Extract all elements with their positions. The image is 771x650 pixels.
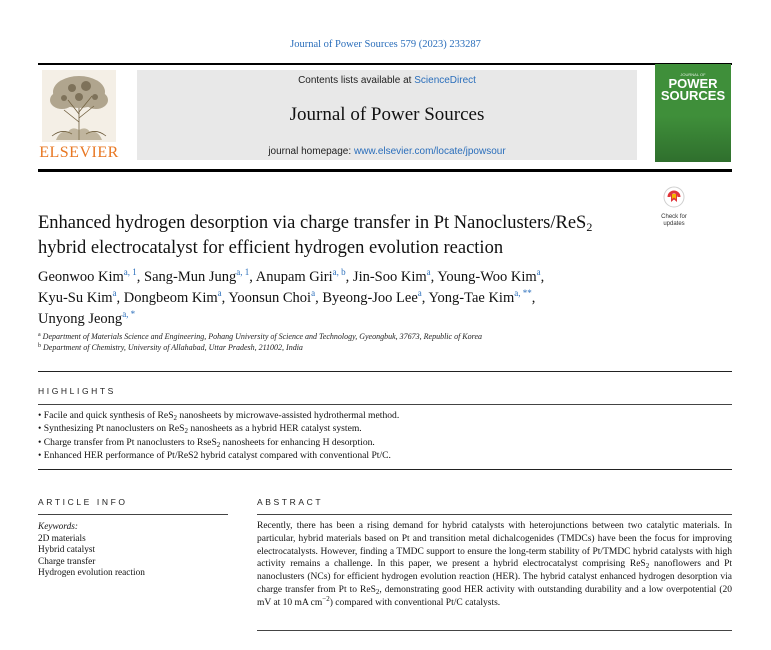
check-updates-label: [654, 214, 694, 228]
journal-cover-thumbnail[interactable]: [655, 64, 731, 162]
affiliation-a: $^a$ Department of Materials Science and Engineering, Pohang University of Science and Technology, Gyeongbuk, 37673, Republic of Korea: [38, 332, 482, 341]
check-updates-icon: [663, 186, 685, 208]
contents-prefix: Contents lists available at: [298, 75, 415, 86]
title-subscript: 2: [586, 220, 593, 234]
check-for-updates-badge[interactable]: [654, 186, 694, 228]
abstract-rule: [257, 514, 732, 515]
highlight-item: • Charge transfer from Pt nanoclusters to RseS$_2$ nanosheets for enhancing H desorption.: [38, 436, 732, 449]
highlight-item: • Facile and quick synthesis of ReS$_2$ nanosheets by microwave-assisted hydrothermal method.: [38, 409, 732, 422]
check-updates-line2: updates: [663, 221, 685, 227]
title-part1: Enhanced hydrogen desorption via charge transfer in Pt Nanoclusters/ReS: [38, 213, 587, 233]
cover-small-text: JOURNAL OF: [680, 72, 706, 77]
keyword-item: 2D materials: [38, 533, 86, 544]
journal-homepage-line: [137, 146, 637, 157]
keyword-item: Hybrid catalyst: [38, 545, 96, 556]
article-title: [38, 211, 648, 261]
cover-title: [655, 78, 731, 102]
author[interactable]: Sang-Mun Jung$^{a, 1}$: [144, 267, 250, 285]
author[interactable]: Dongbeom Kim$^a$: [123, 288, 222, 306]
keyword-item: Hydrogen evolution reaction: [38, 568, 145, 579]
author[interactable]: Jin-Soo Kim$^a$: [352, 267, 431, 285]
elsevier-wordmark: ELSEVIER: [39, 144, 119, 161]
article-info-rule: [38, 514, 228, 515]
elsevier-tree-icon: [42, 70, 116, 142]
author[interactable]: Young-Woo Kim$^a$: [437, 267, 541, 285]
author[interactable]: Kyu-Su Kim$^a$: [38, 288, 117, 306]
keyword-item: Charge transfer: [38, 556, 96, 567]
check-updates-line1: Check for: [661, 214, 687, 220]
elsevier-logo[interactable]: [38, 70, 120, 162]
author[interactable]: Anupam Giri$^{a, b}$: [255, 267, 346, 285]
highlight-item: • Synthesizing Pt nanoclusters on ReS$_2$ nanosheets as a hybrid HER catalyst system.: [38, 422, 732, 435]
author[interactable]: Byeong-Joo Lee$^a$: [322, 288, 422, 306]
cover-title-line1: POWER: [668, 76, 718, 91]
journal-title[interactable]: Journal of Power Sources: [289, 104, 485, 125]
header-bottom-rule: [38, 169, 732, 172]
highlight-item: • Enhanced HER performance of Pt/ReS2 hybrid catalyst compared with conventional Pt/C.: [38, 449, 732, 462]
journal-citation[interactable]: Journal of Power Sources 579 (2023) 233287: [290, 39, 481, 50]
highlights-heading-rule: [38, 404, 732, 405]
highlights-top-rule: [38, 371, 732, 372]
affiliation-b: $^b$ Department of Chemistry, University of Allahabad, Uttar Pradesh, 211002, India: [38, 343, 303, 352]
abstract-heading: ABSTRACT: [257, 497, 324, 507]
header-top-rule: [38, 63, 732, 65]
author[interactable]: Yong-Tae Kim$^{a, **}$: [428, 288, 532, 306]
affiliations: [38, 331, 728, 353]
homepage-link[interactable]: www.elsevier.com/locate/jpowsour: [353, 146, 506, 157]
author[interactable]: Geonwoo Kim$^{a, 1}$: [38, 267, 137, 285]
article-info-heading: ARTICLE INFO: [38, 497, 128, 507]
highlights-bottom-rule: [38, 469, 732, 470]
contents-available-line: [137, 75, 637, 86]
title-part2: hybrid electrocatalyst for efficient hydrogen evolution reaction: [38, 238, 504, 258]
keywords-label: Keywords:: [38, 522, 78, 532]
highlights-heading: HIGHLIGHTS: [38, 386, 116, 396]
highlights-list: [38, 409, 732, 462]
author[interactable]: Yoonsun Choi$^a$: [228, 288, 316, 306]
abstract-text: Recently, there has been a rising demand for hybrid catalysts with heterojunctions between two catalytic materials. In particular, hybrid materials based on Pt and transition metal dichalcogenides (TMDCs) have been the focus for improving electrocatalysts. However, finding a TMDC support to ensure the long-term stability of Pt/TMDC hybrid catalysts with high activity remains a challenge. In this paper, we present a hybrid electrocatalyst comprising ReS$_2$ nanoflowers and Pt nanoclusters (NCs) for efficient hydrogen evolution reaction (HER). The hybrid catalyst enhanced hydrogen desorption via charge transfer from Pt to ReS$_2$, demonstrating good HER activity with outstanding durability and a low overpotential (20 mV at 10 mA $cm^{-2}$) compared with conventional Pt/C catalysts.: [257, 521, 732, 608]
cover-title-line2: SOURCES: [660, 88, 726, 103]
keywords-block: [38, 522, 228, 580]
journal-masthead-banner: [137, 70, 637, 160]
cover-graphic: [655, 116, 731, 162]
author-list: Geonwoo Kim$^{a, 1}$, Sang-Mun Jung$^{a, 1}$, Anupam Giri$^{a, b}$, Jin-Soo Kim$^a$, Young-Woo Kim$^a$, Kyu-Su Kim$^a$, Dongbeom Kim$^a$, Yoonsun Choi$^a$, Byeong-Joo Lee$^a$, Yong-Tae Kim$^{a, **}$, Unyong Jeong$^{a, *}$: [38, 267, 545, 327]
abstract-bottom-rule: [257, 630, 732, 631]
homepage-prefix: journal homepage:: [268, 146, 354, 157]
author[interactable]: Unyong Jeong$^{a, *}$: [38, 309, 136, 327]
sciencedirect-link[interactable]: ScienceDirect: [414, 75, 476, 86]
